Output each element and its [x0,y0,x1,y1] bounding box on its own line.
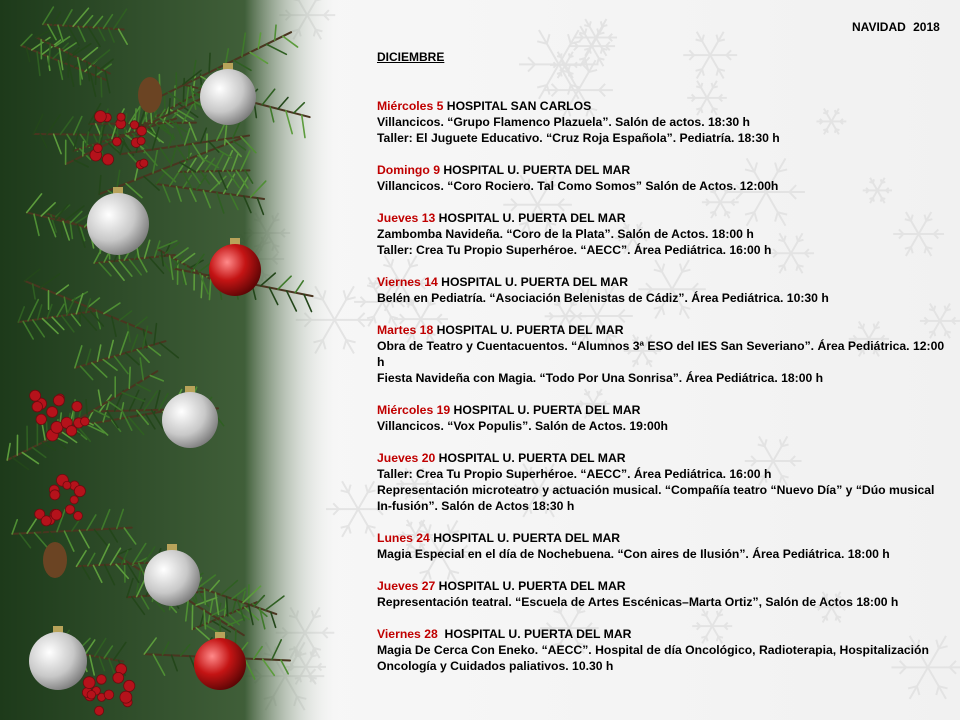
event-place: HOSPITAL U. PUERTA DEL MAR [429,531,621,545]
event-day: Viernes 14 [377,275,438,289]
header-title: NAVIDAD 2018 [852,20,940,34]
event-detail: Representación microteatro y actuación musical. “Compañía teatro “Nuevo Día” y “Dúo musical In-fusión”. Salón de Actos 18:30 h [377,483,935,513]
event-item [377,450,949,514]
event-heading [377,98,949,114]
event-place: HOSPITAL U. PUERTA DEL MAR [435,579,626,593]
event-item [377,162,949,194]
event-detail: Taller: Crea Tu Propio Superhéroe. “AECC”. Área Pediátrica. 16:00 h [377,467,772,481]
event-detail: Taller: El Juguete Educativo. “Cruz Roja Española”. Pediatría. 18:30 h [377,131,780,145]
event-heading [377,162,949,178]
event-item [377,322,949,386]
pine-cone-icon [138,77,162,113]
event-heading [377,274,949,290]
event-heading [377,530,949,546]
event-detail: Belén en Pediatría. “Asociación Belenistas de Cádiz”. Área Pediátrica. 10:30 h [377,291,829,305]
event-item [377,626,949,674]
event-heading [377,210,949,226]
event-list [377,98,949,690]
event-item [377,98,949,146]
event-heading [377,626,949,642]
event-detail: Villancicos. “Grupo Flamenco Plazuela”. Salón de actos. 18:30 h [377,115,750,129]
event-heading [377,578,949,594]
event-day: Jueves 27 [377,579,436,593]
event-place: HOSPITAL U. PUERTA DEL MAR [450,403,641,417]
event-day: Jueves 20 [377,451,436,465]
event-day: Miércoles 5 [377,99,444,113]
event-place: HOSPITAL U. PUERTA DEL MAR [433,323,624,337]
event-detail: Zambomba Navideña. “Coro de la Plata”. Salón de Actos. 18:00 h [377,227,754,241]
event-item [377,530,949,562]
event-heading [377,322,949,338]
event-day: Miércoles 19 [377,403,451,417]
event-day: Martes 18 [377,323,434,337]
event-detail: Representación teatral. “Escuela de Artes Escénicas–Marta Ortiz”, Salón de Actos 18:00 h [377,595,899,609]
month-heading: DICIEMBRE [377,50,445,64]
event-place: HOSPITAL U. PUERTA DEL MAR [435,211,626,225]
event-detail: Villancicos. “Coro Rociero. Tal Como Somos” Salón de Actos. 12:00h [377,179,779,193]
event-item [377,210,949,258]
event-day: Viernes 28 [377,627,438,641]
event-place: HOSPITAL U. PUERTA DEL MAR [437,627,632,641]
event-day: Lunes 24 [377,531,430,545]
snowflake-icon [683,32,737,79]
event-detail: Magia De Cerca Con Eneko. “AECC”. Hospital de día Oncológico, Radioterapia, Hospitalización Oncología y Cuidados paliativos. 10.30 h [377,643,929,673]
event-detail: Obra de Teatro y Cuentacuentos. “Alumnos 3ª ESO del IES San Severiano”. Área Pediátrica. 12:00 h [377,339,945,369]
event-day: Domingo 9 [377,163,440,177]
event-detail: Fiesta Navideña con Magia. “Todo Por Una Sonrisa”. Área Pediátrica. 18:00 h [377,371,824,385]
event-heading [377,450,949,466]
christmas-garland-image [0,0,340,720]
event-heading [377,402,949,418]
pine-cone-icon [43,542,67,578]
event-item [377,578,949,610]
event-place: HOSPITAL SAN CARLOS [443,99,592,113]
event-place: HOSPITAL U. PUERTA DEL MAR [437,275,629,289]
event-place: HOSPITAL U. PUERTA DEL MAR [435,451,626,465]
event-detail: Villancicos. “Vox Populis”. Salón de Actos. 19:00h [377,419,669,433]
event-item [377,274,949,306]
event-place: HOSPITAL U. PUERTA DEL MAR [439,163,631,177]
event-day: Jueves 13 [377,211,436,225]
event-detail: Magia Especial en el día de Nochebuena. “Con aires de Ilusión”. Área Pediátrica. 18:00 h [377,547,890,561]
event-item [377,402,949,434]
event-detail: Taller: Crea Tu Propio Superhéroe. “AECC”. Área Pediátrica. 16:00 h [377,243,772,257]
